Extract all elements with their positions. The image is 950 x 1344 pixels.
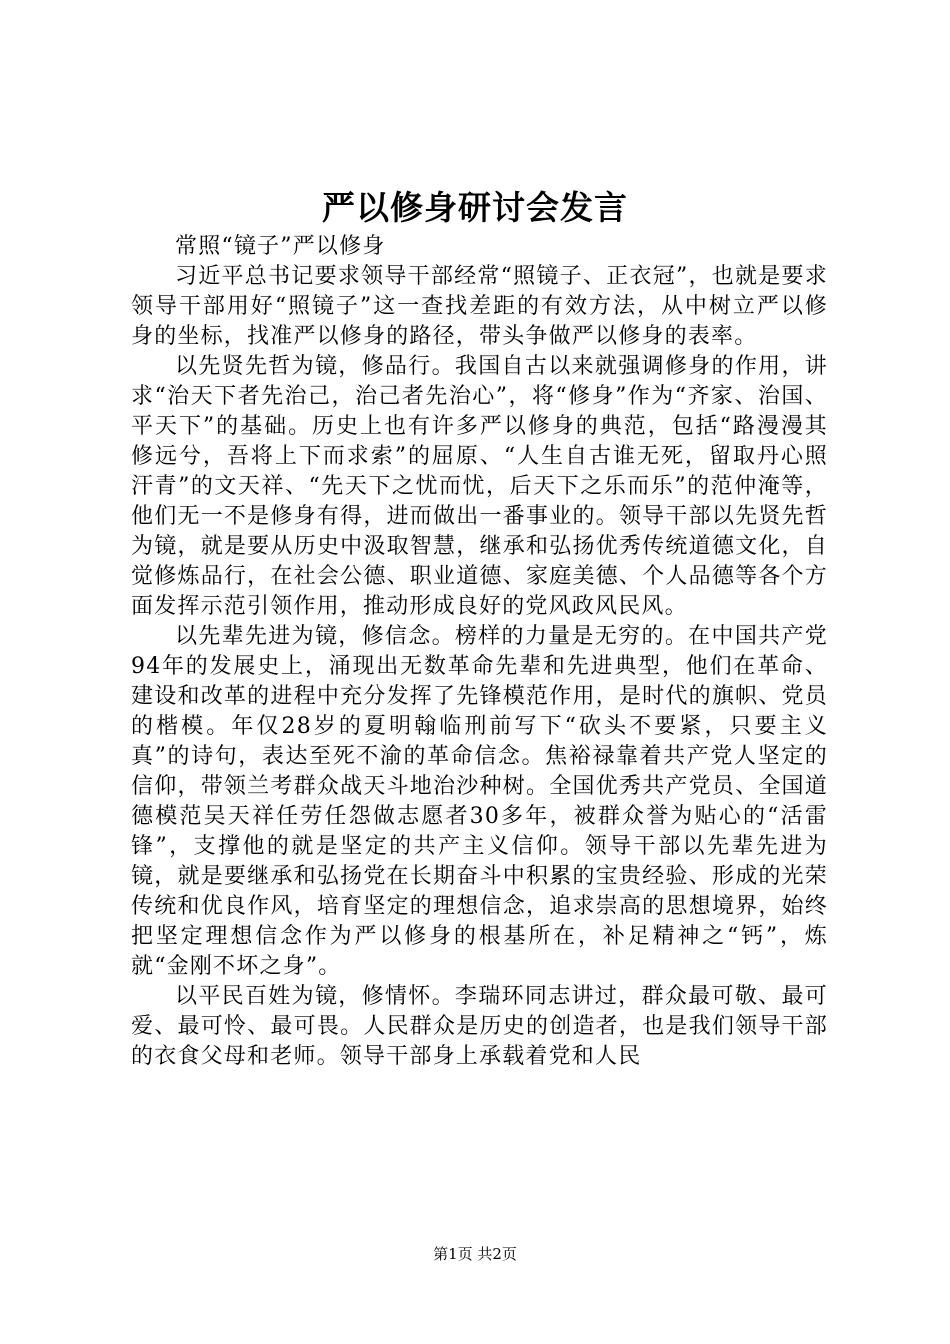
- intro-paragraph: 习近平总书记要求领导干部经常“照镜子、正衣冠”，也就是要求领导干部用好“照镜子”这一查找差距的有效方法，从中树立严以修身的坐标，找准严以修身的路径，带头争做严以修身的表率。: [131, 264, 828, 349]
- document-title: 严以修身研讨会发言: [322, 188, 628, 227]
- subtitle-paragraph: 常照“镜子”严以修身: [175, 234, 386, 259]
- page-number-footer: 第1页 共2页: [433, 1245, 517, 1263]
- paragraph-common-people: 以平民百姓为镜，修情怀。李瑞环同志讲过，群众最可敬、最可爱、最可怜、最可畏。人民群众是历史的创造者，也是我们领导干部的衣食父母和老师。领导干部身上承载着党和人民: [131, 984, 828, 1069]
- document-body: [131, 232, 828, 1072]
- paragraph-predecessors: 以先辈先进为镜，修信念。榜样的力量是无穷的。在中国共产党94年的发展史上，涌现出无数革命先辈和先进典型，他们在革命、建设和改革的进程中充分发挥了先锋模范作用，是时代的旗帜、党员的楷模。年仅28岁的夏明翰临刑前写下“砍头不要紧，只要主义真”的诗句，表达至死不渝的革命信念。焦裕禄靠着共产党人坚定的信仰，带领兰考群众战天斗地治沙种树。全国优秀共产党员、全国道德模范吴天祥任劳任怨做志愿者30多年，被群众誉为贴心的“活雷锋”，支撑他的就是坚定的共产主义信仰。领导干部以先辈先进为镜，就是要继承和弘扬党在长期奋斗中积累的宝贵经验、形成的光荣传统和优良作风，培育坚定的理想信念，追求崇高的思想境界，始终把坚定理想信念作为严以修身的根基所在，补足精神之“钙”，炼就“金刚不坏之身”。: [131, 624, 828, 979]
- paragraph-sages: 以先贤先哲为镜，修品行。我国自古以来就强调修身的作用，讲求“治天下者先治己，治己者先治心”，将“修身”作为“齐家、治国、平天下”的基础。历史上也有许多严以修身的典范，包括“路漫漫其修远兮，吾将上下而求索”的屈原、“人生自古谁无死，留取丹心照汗青”的文天祥、“先天下之忧而忧，后天下之乐而乐”的范仲淹等，他们无一不是修身有得，进而做出一番事业的。领导干部以先贤先哲为镜，就是要从历史中汲取智慧，继承和弘扬优秀传统道德文化，自觉修炼品行，在社会公德、职业道德、家庭美德、个人品德等各个方面发挥示范引领作用，推动形成良好的党风政风民风。: [131, 354, 828, 619]
